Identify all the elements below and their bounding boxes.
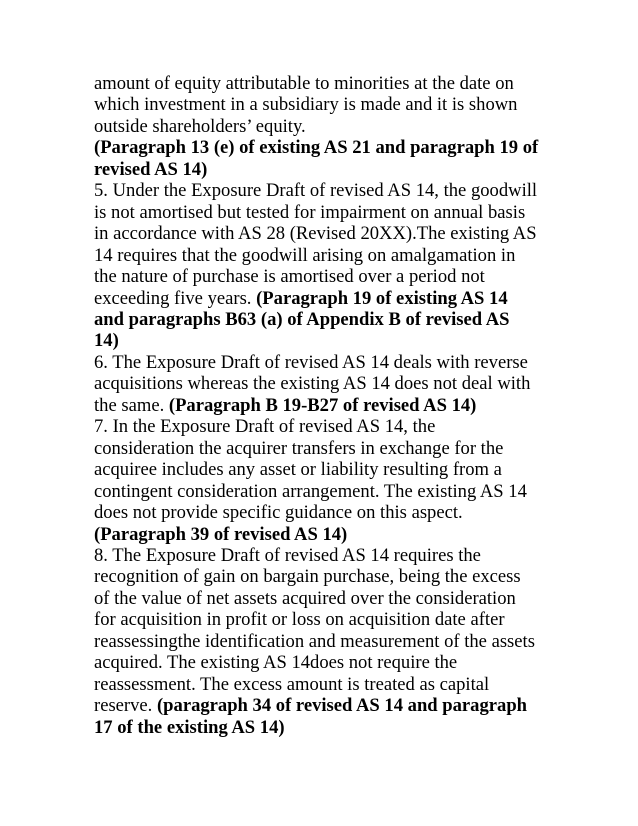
text-line	[94, 94, 554, 115]
text-line	[94, 116, 554, 137]
text-line	[94, 245, 554, 266]
body-text: contingent consideration arrangement. The existing AS 14	[94, 480, 527, 502]
text-line	[94, 631, 554, 652]
body-text: 14 requires that the goodwill arising on amalgamation in	[94, 244, 516, 266]
body-text: amount of equity attributable to minorities at the date on	[94, 73, 514, 94]
text-line	[94, 137, 554, 158]
text-line	[94, 609, 554, 630]
text-line	[94, 180, 554, 201]
text-line	[94, 73, 554, 94]
text-line	[94, 481, 554, 502]
text-line	[94, 416, 554, 437]
body-text: reassessingthe identification and measurement of the assets	[94, 630, 535, 652]
text-line	[94, 395, 554, 416]
text-line	[94, 717, 554, 738]
body-text: does not provide specific guidance on this aspect.	[94, 502, 463, 524]
body-text: reserve.	[94, 695, 157, 717]
body-text: acquired. The existing AS 14does not require the	[94, 652, 458, 674]
paragraph-reference: (Paragraph 19 of existing AS 14	[256, 287, 508, 309]
text-line	[94, 288, 554, 309]
text-line	[94, 373, 554, 394]
text-line	[94, 352, 554, 373]
paragraph-reference: 14)	[94, 330, 119, 352]
body-text: is not amortised but tested for impairment on annual basis	[94, 201, 526, 223]
paragraph-reference: and paragraphs B63 (a) of Appendix B of revised AS	[94, 308, 510, 330]
body-text: 5. Under the Exposure Draft of revised AS 14, the goodwill	[94, 180, 538, 202]
body-text: exceeding five years.	[94, 287, 257, 309]
text-line	[94, 438, 554, 459]
body-text: 8. The Exposure Draft of revised AS 14 requires the	[94, 544, 481, 566]
body-text: of the value of net assets acquired over the consideration	[94, 587, 516, 609]
paragraph-reference: (Paragraph 39 of revised AS 14)	[94, 523, 348, 545]
text-line	[94, 588, 554, 609]
body-text: outside shareholders’ equity.	[94, 115, 306, 137]
text-line	[94, 566, 554, 587]
text-line	[94, 545, 554, 566]
text-line	[94, 502, 554, 523]
text-line	[94, 159, 554, 180]
body-text: reassessment. The excess amount is treated as capital	[94, 673, 490, 695]
body-text: which investment in a subsidiary is made and it is shown	[94, 94, 518, 116]
body-text: recognition of gain on bargain purchase, being the excess	[94, 566, 521, 588]
body-text: in accordance with AS 28 (Revised 20XX).The existing AS	[94, 223, 537, 245]
paragraph-reference: 17 of the existing AS 14)	[94, 716, 285, 738]
paragraph-reference: (paragraph 34 of revised AS 14 and paragraph	[156, 695, 528, 717]
paragraph-reference: revised AS 14)	[94, 158, 208, 180]
body-text: 6. The Exposure Draft of revised AS 14 deals with reverse	[94, 351, 528, 373]
text-line	[94, 652, 554, 673]
text-line	[94, 695, 554, 716]
body-text: for acquisition in profit or loss on acquisition date after	[94, 609, 505, 631]
paragraph-reference: (Paragraph B 19-B27 of revised AS 14)	[168, 394, 477, 416]
body-text: acquiree includes any asset or liability resulting from a	[94, 459, 502, 481]
body-text: 7. In the Exposure Draft of revised AS 14, the	[94, 416, 436, 438]
paragraph-reference: (Paragraph 13 (e) of existing AS 21 and paragraph 19 of	[94, 137, 539, 159]
text-line	[94, 524, 554, 545]
text-line	[94, 459, 554, 480]
body-text: the same.	[94, 394, 169, 416]
text-line	[94, 266, 554, 287]
body-text: the nature of purchase is amortised over a period not	[94, 266, 485, 288]
text-line	[94, 309, 554, 330]
body-text: acquisitions whereas the existing AS 14 does not deal with	[94, 373, 531, 395]
text-line	[94, 202, 554, 223]
text-line	[94, 330, 554, 351]
document-page	[94, 73, 554, 738]
text-line	[94, 674, 554, 695]
body-text: consideration the acquirer transfers in exchange for the	[94, 437, 504, 459]
text-line	[94, 223, 554, 244]
